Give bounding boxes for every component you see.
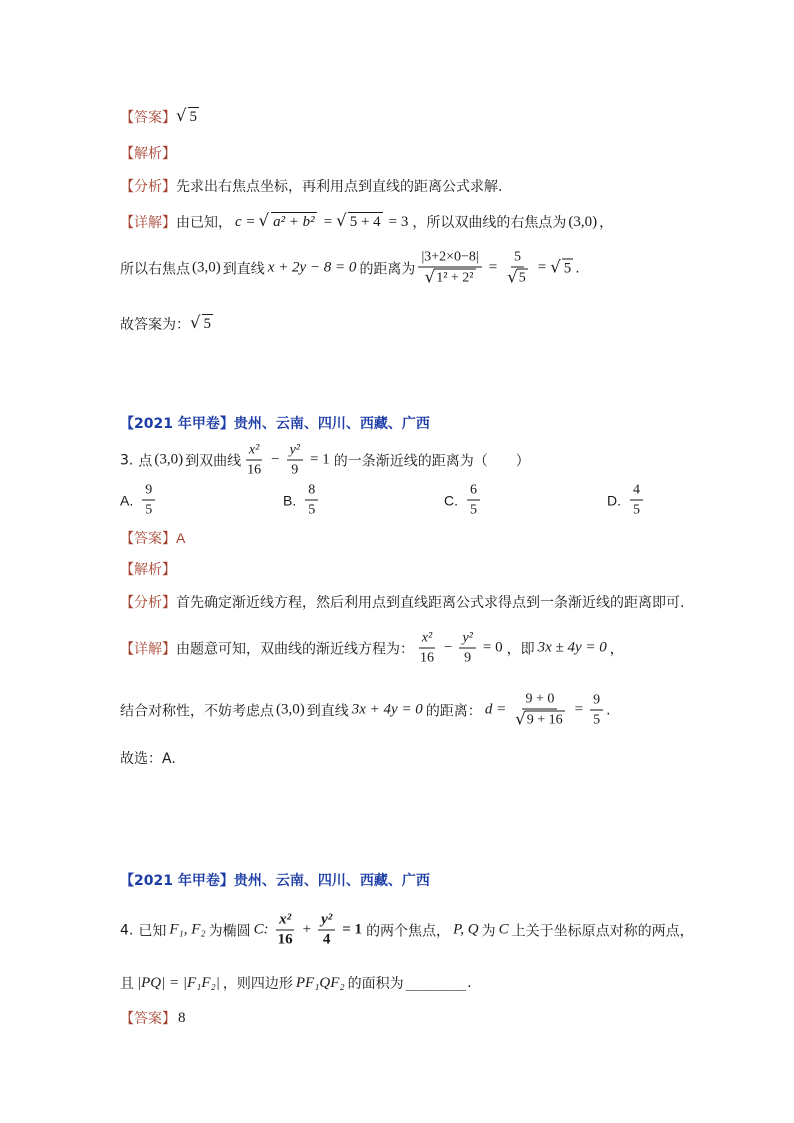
fraction-numerator: 9 — [590, 692, 603, 711]
fraction-denominator: 5 — [308, 502, 316, 518]
conclusion-sqrt — [190, 314, 215, 333]
q2-detail-line-2 — [120, 249, 580, 288]
fraction-numerator: x² — [276, 912, 294, 931]
point: (3,0) — [276, 701, 305, 718]
q2-answer-line — [120, 107, 201, 127]
point: (3,0) — [568, 213, 598, 230]
fraction-denominator — [320, 931, 334, 949]
stem-text: ，则四边形 — [222, 976, 293, 992]
foci-symbols: F₁, F₂ — [169, 921, 206, 938]
curve-c: C — [498, 921, 509, 938]
result-sqrt — [550, 258, 575, 277]
fraction-denominator — [288, 461, 301, 479]
q3-stem — [120, 442, 530, 479]
q4-stem-line-1 — [120, 912, 694, 949]
d-equals: d = — [484, 701, 507, 718]
source-regions: 贵州、云南、四川、西藏、广西 — [233, 416, 430, 432]
distance-fraction — [418, 249, 481, 288]
asymptote-y-term — [459, 630, 475, 667]
sqrt-expression — [425, 269, 476, 287]
fraction-denominator: 5 — [470, 502, 477, 518]
sqrt-expression — [507, 269, 528, 287]
radicand: √ 1² + 2² — [436, 270, 474, 286]
conclusion-text: 故选：A. — [120, 751, 176, 767]
hyperbola-x-term — [244, 442, 264, 479]
fraction-denominator — [417, 649, 437, 667]
point: (3,0) — [154, 451, 184, 468]
radicand: √ 5 — [563, 260, 572, 277]
denominator-value: 16 — [277, 931, 293, 948]
sqrt-expression — [515, 711, 564, 729]
fraction-numerator: 4 — [630, 482, 643, 501]
sqrt-expression — [336, 212, 385, 231]
stem-text: 到双曲线 — [185, 453, 242, 469]
stem-text: 的面积为 — [347, 976, 404, 992]
period: . — [606, 702, 611, 718]
minus-sign: − — [444, 639, 453, 656]
fenxi-label: 【分析】 — [120, 179, 176, 195]
q3-conclusion-line — [120, 748, 176, 768]
sqrt-expression — [259, 212, 320, 231]
detail-text: 到直线 — [222, 261, 265, 277]
fraction-numerator: 8 — [305, 482, 318, 501]
equals-result: = 3 — [388, 213, 409, 230]
denominator-value: 16 — [247, 462, 262, 478]
answer-value: A — [176, 530, 186, 546]
equals-sign: = — [537, 259, 547, 276]
detail-text: 的距离： — [425, 703, 482, 719]
stem-text: 的一条渐近线的距离为（ ） — [333, 453, 530, 469]
q4-stem-line-2 — [120, 973, 472, 993]
period: . — [575, 260, 580, 276]
period: . — [467, 975, 472, 991]
option-fraction — [467, 482, 480, 519]
q2-detail-line-1 — [120, 212, 613, 232]
points-pq: P, Q — [453, 921, 479, 938]
fraction-numerator: y² — [318, 912, 335, 931]
length-equation: |PQ| = |F₁F₂| — [137, 974, 220, 991]
q3-fenxi-line — [120, 592, 684, 612]
fraction-denominator — [244, 461, 264, 479]
fraction-numerator: 9 + 0 — [522, 691, 557, 710]
distance-fraction — [512, 691, 567, 730]
option-letter: B. — [283, 492, 297, 508]
answer-label: 【答案】 — [120, 110, 176, 126]
radicand: √ 9 + 16 — [526, 712, 563, 728]
fraction-denominator — [504, 268, 531, 288]
plus-sign: + — [302, 921, 312, 938]
stem-text: 点 — [138, 453, 153, 469]
jiexi-label: 【解析】 — [120, 562, 176, 578]
asymptote-x-term — [417, 630, 437, 667]
fraction-denominator: 5 — [593, 712, 601, 728]
answer-label: 【答案】 — [120, 531, 176, 547]
fraction-numerator: 9 — [142, 482, 155, 501]
stem-text: 且 — [120, 976, 134, 992]
source-tag: 【2021 年甲卷】 — [120, 416, 234, 432]
q2-fenxi-line — [120, 176, 502, 196]
denominator-value: 16 — [420, 650, 434, 666]
fraction-numerator: 5 — [511, 249, 524, 268]
denominator-value: 9 — [291, 462, 299, 478]
xiangjie-label: 【详解】 — [120, 215, 176, 231]
option-c — [444, 482, 483, 519]
radicand: √ 5 + 4 — [349, 214, 381, 231]
detail-text: ， — [609, 641, 624, 657]
answer-value: 8 — [178, 1009, 186, 1026]
stem-text: 已知 — [138, 923, 167, 939]
q3-jiexi-line — [120, 559, 176, 579]
fraction-denominator — [275, 931, 296, 949]
line-equation: 3x + 4y = 0 — [351, 701, 423, 718]
q2-jiexi-line — [120, 143, 176, 163]
source-regions: 贵州、云南、四川、西藏、广西 — [233, 873, 430, 889]
detail-text: 结合对称性，不妨考虑点 — [120, 703, 274, 719]
ellipse-y-term — [318, 912, 335, 949]
fraction-denominator — [512, 710, 567, 730]
equals-sign: = — [323, 213, 333, 230]
fraction-numerator: 6 — [467, 482, 480, 501]
conclusion-text: 故答案为： — [120, 317, 190, 333]
line-equation: x + 2y − 8 = 0 — [267, 259, 357, 276]
option-letter: D. — [607, 492, 621, 508]
option-a — [120, 482, 158, 519]
xiangjie-label: 【详解】 — [120, 641, 176, 657]
ellipse-x-term — [275, 912, 296, 949]
detail-text: 由题意可知，双曲线的渐近线方程为： — [176, 641, 414, 657]
simplified-fraction — [504, 249, 531, 288]
point: (3,0) — [192, 259, 221, 276]
radicand: √ a² + b² — [273, 214, 315, 231]
fenxi-label: 【分析】 — [120, 595, 176, 611]
quadrilateral-name: PF₁QF₂ — [295, 974, 345, 991]
option-letter: A. — [120, 492, 134, 508]
denominator-value: 4 — [322, 931, 331, 948]
option-fraction — [630, 482, 643, 519]
asymptote-equation: 3x ± 4y = 0 — [537, 639, 607, 656]
radicand: √ 5 — [518, 270, 526, 286]
answer-blank: ________ — [405, 975, 466, 991]
stem-text: 为椭圆 — [208, 923, 251, 939]
option-letter: C. — [444, 492, 458, 508]
minus-sign: − — [271, 451, 280, 468]
curve-name: C: — [253, 921, 269, 938]
equation-rhs: = 1 — [342, 921, 363, 938]
fraction-denominator — [422, 268, 479, 288]
fraction-numerator: y² — [287, 442, 303, 461]
source-tag: 【2021 年甲卷】 — [120, 873, 234, 889]
q4-answer-line — [120, 1008, 188, 1028]
fraction-denominator: 5 — [145, 502, 153, 518]
hyperbola-y-term — [287, 442, 303, 479]
fraction-numerator: |3+2×0−8| — [418, 249, 481, 268]
q3-detail-line-1 — [120, 630, 624, 667]
option-fraction — [305, 482, 318, 519]
fenxi-text: 先求出右焦点坐标，再利用点到直线的距离公式求解. — [176, 179, 503, 195]
answer-label: 【答案】 — [120, 1011, 176, 1027]
q3-answer-line — [120, 528, 185, 548]
fraction-denominator — [461, 649, 474, 667]
fenxi-text: 首先确定渐近线方程，然后利用点到直线距离公式求得点到一条渐近线的距离即可. — [176, 595, 685, 611]
radicand: √ 5 — [203, 316, 212, 333]
question-number: 4. — [120, 922, 134, 938]
equation-rhs: = 0 — [482, 639, 503, 656]
denominator-value: 9 — [464, 650, 472, 666]
option-d — [607, 482, 646, 519]
result-fraction — [590, 692, 603, 729]
detail-text: 由已知， — [176, 215, 232, 231]
q3-detail-line-2 — [120, 691, 611, 730]
option-fraction — [142, 482, 155, 519]
fraction-numerator: x² — [419, 630, 435, 649]
fraction-denominator: 5 — [633, 502, 640, 518]
stem-text: 上关于坐标原点对称的两点， — [511, 923, 694, 939]
detail-text: ， — [599, 215, 614, 231]
c-equals: c = — [235, 213, 256, 230]
jiexi-label: 【解析】 — [120, 146, 176, 162]
equals-sign: = — [574, 701, 584, 718]
question-number: 3. — [120, 452, 134, 468]
stem-text: 为 — [481, 923, 496, 939]
q2-conclusion-line — [120, 314, 215, 334]
detail-text: ，即 — [506, 641, 535, 657]
option-b — [283, 482, 321, 519]
detail-text: 所以右焦点 — [120, 261, 190, 277]
equals-sign: = — [488, 259, 498, 276]
fraction-numerator: x² — [246, 442, 262, 461]
detail-text: ，所以双曲线的右焦点为 — [412, 215, 567, 231]
q3-source-header — [120, 413, 430, 433]
answer-sqrt — [176, 107, 201, 126]
q4-source-header — [120, 870, 430, 890]
stem-text: 的两个焦点， — [366, 923, 451, 939]
equation-rhs: = 1 — [310, 451, 330, 468]
detail-text: 到直线 — [306, 703, 349, 719]
answer-radicand: √ 5 — [189, 109, 198, 126]
detail-text: 的距离为 — [359, 261, 416, 277]
fraction-numerator: y² — [459, 630, 475, 649]
